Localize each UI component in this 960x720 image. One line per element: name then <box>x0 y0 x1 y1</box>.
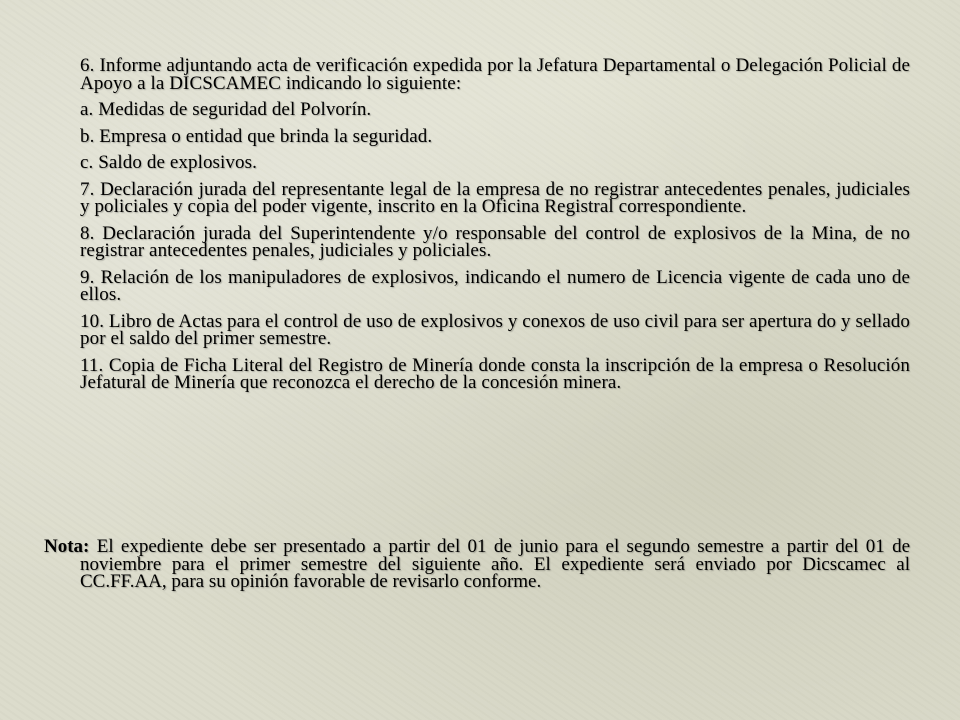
requirements-list <box>80 57 910 401</box>
item-a-security-measures: a. Medidas de seguridad del Polvorín. <box>80 99 372 120</box>
nota-paragraph <box>44 538 910 591</box>
item-8-superintendent-declaration: 8. Declaración jurada del Superintendente y/o responsable del control de explosivos de la Mina, de no registrar antecedentes penales, judiciales y policiales. <box>80 222 910 261</box>
nota-label: Nota: <box>44 536 90 557</box>
item-c-explosives-balance: c. Saldo de explosivos. <box>80 152 257 173</box>
item-9-handlers-list: 9. Relación de los manipuladores de explosivos, indicando el numero de Licencia vigente de cada uno de ellos. <box>80 266 910 305</box>
item-10-minutes-book: 10. Libro de Actas para el control de uso de explosivos y conexos de uso civil para ser apertura do y sellado por el saldo del primer semestre. <box>80 310 910 349</box>
item-b-security-company: b. Empresa o entidad que brinda la seguridad. <box>80 125 433 147</box>
item-7-legal-rep-declaration: 7. Declaración jurada del representante legal de la empresa de no registrar antecedentes penales, judiciales y policiales y copia del poder vigente, inscrito en la Oficina Registral correspondiente. <box>80 178 910 217</box>
item-6-verification-report: 6. Informe adjuntando acta de verificación expedida por la Jefatura Departamental o Delegación Policial de Apoyo a la DICSCAMEC indicando lo siguiente: <box>80 55 910 94</box>
nota-text: El expediente debe ser presentado a partir del 01 de junio para el segundo semestre a partir del 01 de noviembre para el primer semestre del siguiente año. El expediente será enviado por Dicscamec al CC.FF.AA, para su opinión favorable de revisarlo conforme. <box>80 536 910 592</box>
item-11-mining-registry-copy: 11. Copia de Ficha Literal del Registro de Minería donde consta la inscripción de la empresa o Resolución Jefatural de Minería que reconozca el derecho de la concesión minera. <box>80 354 910 393</box>
